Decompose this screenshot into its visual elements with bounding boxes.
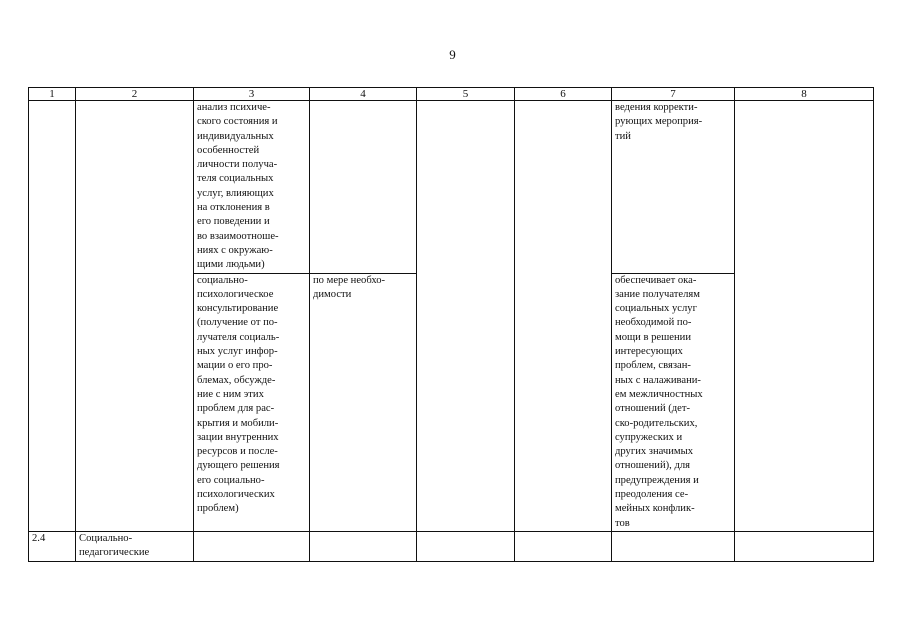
cell-empty (515, 531, 612, 561)
column-header-4: 4 (310, 88, 417, 101)
provides-text: обеспечивает ока- зание получателям социальных услуг необходимой по- мощи в решении интересующих проблем, связан- ных с налаживани- ем межличностных отношений (дет- ско-родительских, супружеских и других значимых отношений), для предупреждения и преодоления се- мейных конфлик- тов (615, 274, 703, 529)
cell-empty (310, 531, 417, 561)
cell-empty (735, 531, 874, 561)
cell-col8 (735, 101, 874, 532)
column-header-8: 8 (735, 88, 874, 101)
cell-col3-consulting (194, 273, 310, 531)
cell-col4-frequency (310, 273, 417, 531)
cell-empty (417, 531, 515, 561)
consulting-text: социально- психологическое консультирование (получение от по- лучателя социаль- ных услуг инфор- мации о его про- блемах, обсужде- ние с ним этих проблем для рас- крытия и мобили- зации внутренних ресурсов и после- дующего решения его социально- психологических проблем) (197, 274, 280, 515)
item-title: Социально- педагогические (79, 532, 150, 559)
cell-col6 (515, 101, 612, 532)
column-header-7: 7 (612, 88, 735, 101)
page-number: 9 (449, 47, 456, 62)
cell-item-number (29, 531, 76, 561)
cell-item-title (76, 531, 194, 561)
cell-col4-empty (310, 101, 417, 274)
column-header-5: 5 (417, 88, 515, 101)
cell-col1 (29, 101, 76, 532)
column-header-2: 2 (76, 88, 194, 101)
measures-text: ведения корректи- рующих мероприя- тий (615, 102, 703, 142)
cell-empty (194, 531, 310, 561)
analysis-text: анализ психиче- ского состояния и индивидуальных особенностей личности получа- теля социальных услуг, влияющих на отклонения в его поведении и во взаимоотноше- ниях с окружаю- щими людьми) (197, 102, 279, 271)
cell-col7-provides (612, 273, 735, 531)
table-row (29, 101, 874, 274)
cell-col2 (76, 101, 194, 532)
header-row (29, 88, 874, 101)
cell-col7-measures (612, 101, 735, 274)
cell-col3-analysis (194, 101, 310, 274)
column-header-6: 6 (515, 88, 612, 101)
services-table (28, 87, 874, 562)
cell-empty (612, 531, 735, 561)
cell-col5 (417, 101, 515, 532)
column-header-3: 3 (194, 88, 310, 101)
item-number: 2.4 (32, 532, 46, 544)
table-row (29, 531, 874, 561)
frequency-text: по мере необхо- димости (313, 274, 386, 300)
column-header-1: 1 (29, 88, 76, 101)
